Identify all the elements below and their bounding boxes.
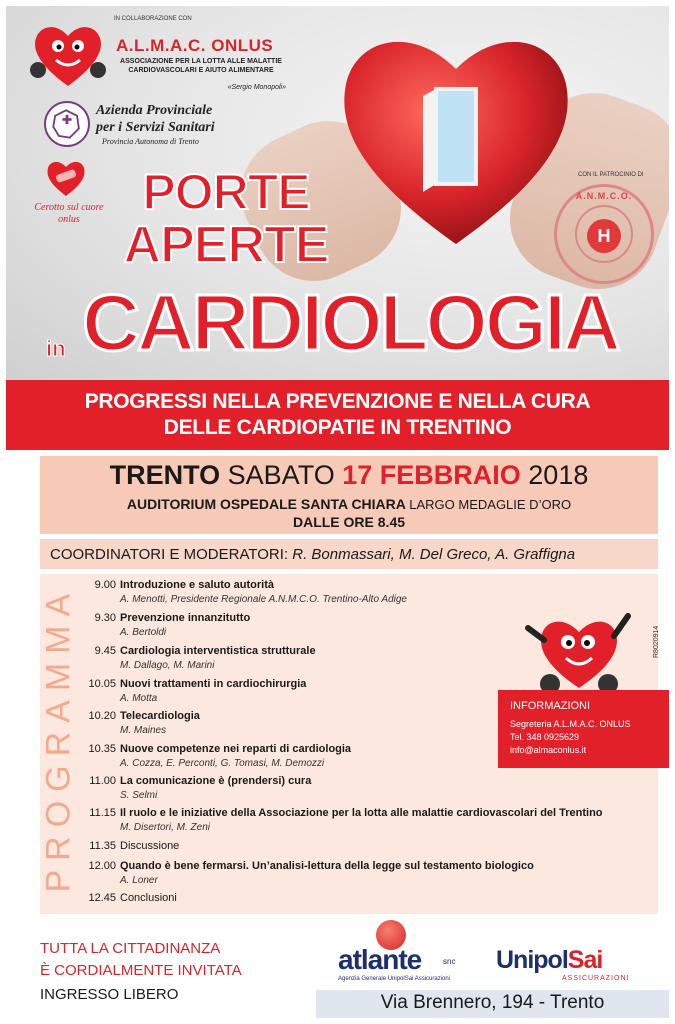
program-title: La comunicazione è (prendersi) cura (120, 775, 312, 787)
title-line-1: PORTE (142, 164, 310, 220)
program-title: Cardiologia interventistica strutturale (120, 645, 316, 657)
invite-line-1: TUTTA LA CITTADINANZA (40, 940, 221, 957)
cerotto-line-2: onlus (58, 214, 80, 225)
program-speakers: A. Cozza, E. Perconti, G. Tomasi, M. Demozzi (120, 758, 325, 769)
program-item (80, 775, 311, 787)
atlante-logo: atlante (338, 944, 422, 975)
unipolsai-subtitle: ASSICURAZIONI (562, 975, 630, 982)
program-item (80, 579, 274, 591)
program-item (80, 710, 200, 722)
invite-line-2: È CORDIALMENTE INVITATA (40, 962, 242, 979)
cerotto-line-1: Cerotto sul cuore (34, 202, 104, 213)
program-title: Introduzione e saluto autorità (120, 579, 275, 591)
program-title: Quando è bene fermarsi. Un’analisi-lettura della legge sul testamento biologico (120, 860, 534, 872)
program-time: 9.45 (94, 645, 116, 657)
program-vertical-label (36, 586, 76, 906)
subtitle-banner (6, 380, 669, 450)
title-line-3: CARDIOLOGIA (82, 278, 618, 367)
title-in: in (46, 336, 66, 361)
program-item (80, 678, 306, 690)
almac-mascot-icon (28, 20, 108, 90)
entry-free: INGRESSO LIBERO (40, 986, 179, 1003)
atlante-subtitle: Agenzia Generale UnipolSai Assicurazioni (338, 976, 451, 982)
program-item (80, 860, 534, 872)
program-time: 10.20 (88, 710, 116, 722)
program-speakers: A. Bertoldi (120, 627, 167, 638)
print-code: R8020914 (653, 625, 660, 658)
event-info-box (40, 456, 658, 534)
anmco-stamp (554, 184, 654, 284)
program-time: 12.45 (88, 892, 116, 904)
program-item (80, 840, 179, 852)
event-venue: AUDITORIUM OSPEDALE SANTA CHIARA (126, 496, 406, 512)
program-title: Discussione (120, 840, 180, 852)
mascot-icon (524, 606, 634, 696)
event-hours: DALLE ORE 8.45 (292, 514, 406, 530)
almac-desc-line-1: ASSOCIAZIONE PER LA LOTTA ALLE MALATTIE (120, 58, 282, 65)
apss-line-3: Provincia Autonoma di Trento (102, 137, 199, 146)
program-speakers: M. Maines (120, 725, 167, 736)
info-title: INFORMAZIONI (510, 700, 591, 712)
event-year: 2018 (528, 460, 589, 490)
program-speakers: M. Disertori, M. Zeni (120, 822, 211, 833)
program-title: Conclusioni (120, 892, 177, 904)
collab-label: IN COLLABORAZIONE CON (114, 16, 192, 22)
banner-line-1: PROGRESSI NELLA PREVENZIONE E NELLA CURA (84, 390, 591, 413)
program-time: 9.00 (94, 579, 116, 591)
program-title: Nuovi trattamenti in cardiochirurgia (120, 678, 307, 690)
anmco-label: A.N.M.C.O. (575, 191, 633, 201)
program-time: 10.05 (88, 678, 116, 690)
program-item (80, 612, 250, 624)
event-day: SABATO (227, 460, 335, 490)
program-item (80, 807, 603, 819)
coordinators-box (40, 539, 658, 569)
program-item (80, 892, 177, 904)
program-title: Prevenzione innanzitutto (120, 612, 251, 624)
coordinators-label: COORDINATORI E MODERATORI: (50, 546, 289, 563)
program-time: 11.15 (89, 807, 116, 819)
apss-line-1: Azienda Provinciale (96, 103, 213, 118)
program-item (80, 743, 351, 755)
program-time: 12.00 (88, 860, 116, 872)
program-speakers: S. Selmi (120, 790, 158, 801)
program-time: 9.30 (94, 612, 116, 624)
program-title: Il ruolo e le iniziative della Associazione per la lotta alle malattie cardiovascolari del Trentino (120, 807, 603, 819)
program-speakers: A. Loner (120, 875, 158, 886)
atlante-snc: snc (443, 957, 456, 966)
hero-image (6, 6, 669, 386)
event-venue-line (40, 496, 658, 512)
almac-desc-line-3: «Sergio Monopoli» (227, 84, 286, 91)
program-speakers: M. Dallago, M. Marini (120, 660, 215, 671)
program-time: 10.35 (88, 743, 116, 755)
poster (6, 6, 669, 1018)
event-city: TRENTO (109, 460, 221, 490)
almac-description (116, 57, 286, 75)
almac-name: A.L.M.A.C. ONLUS (116, 36, 274, 55)
event-date-line (40, 460, 658, 491)
program-time: 11.35 (89, 840, 116, 852)
info-line-1: Segreteria A.L.M.A.C. ONLUS (510, 719, 631, 729)
unipol-part: Unipol (496, 946, 568, 974)
almac-desc-line-2: CARDIOVASCOLARI E AIUTO ALIMENTARE (128, 67, 274, 74)
program-time: 11.00 (89, 775, 116, 787)
event-date: 17 FEBBRAIO (342, 460, 521, 490)
program-label: PROGRAMMA (39, 584, 78, 893)
event-venue-address: LARGO MEDAGLIE D’ORO (409, 497, 572, 512)
anmco-h-icon: H (587, 219, 621, 253)
banner-line-2: DELLE CARDIOPATIE IN TRENTINO (163, 416, 512, 439)
info-email[interactable]: info@almaconlus.it (510, 745, 587, 755)
program-item (80, 645, 316, 657)
program-speakers: A. Menotti, Presidente Regionale A.N.M.C.O. Trentino-Alto Adige (120, 594, 407, 605)
apss-logo-icon (44, 101, 90, 147)
sai-part: Sai (567, 946, 603, 974)
unipolsai-logo (496, 946, 602, 975)
program-title: Telecardiologia (120, 710, 200, 722)
program-speakers: A. Motta (120, 693, 158, 704)
info-box (498, 690, 669, 768)
program-title: Nuove competenze nei reparti di cardiologia (120, 743, 352, 755)
info-phone: Tel. 348 0925629 (510, 732, 580, 742)
title-line-2: APERTE (123, 216, 329, 274)
coordinators-line (50, 546, 575, 563)
coordinators-names: R. Bonmassari, M. Del Greco, A. Graffigna (292, 546, 576, 563)
address-bar (316, 990, 669, 1018)
patrocinio-label: CON IL PATROCINIO DI (578, 172, 644, 178)
address: Via Brennero, 194 - Trento (380, 992, 605, 1013)
apss-line-2: per i Servizi Sanitari (96, 120, 215, 135)
